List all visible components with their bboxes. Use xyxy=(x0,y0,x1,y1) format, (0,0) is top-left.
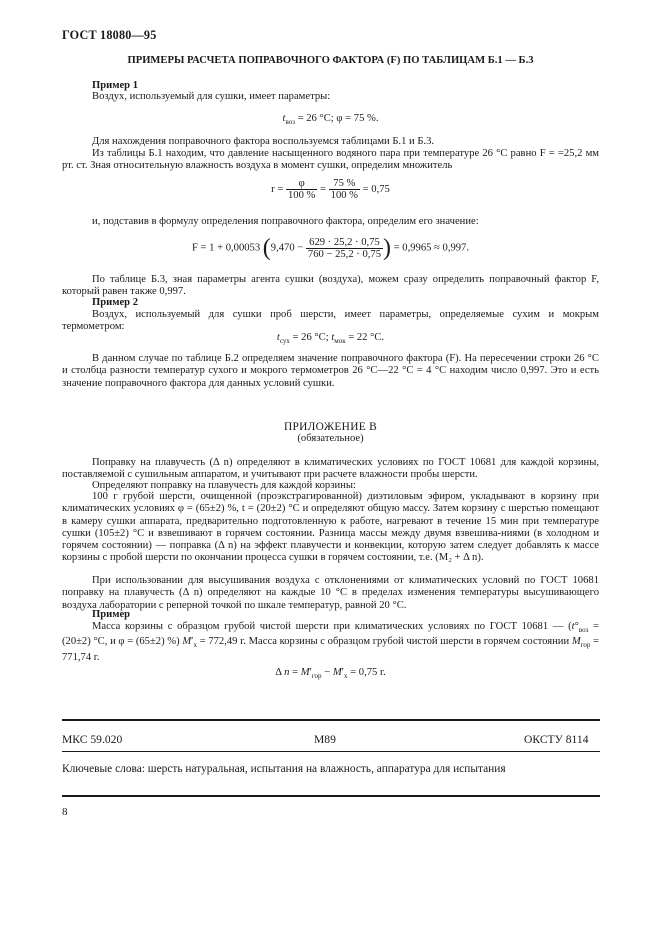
appendix-title: ПРИЛОЖЕНИЕ В xyxy=(283,421,378,433)
footer-bottom-rule xyxy=(62,795,600,797)
example1-p4: По таблице Б.3, зная параметры агента сушки (воздуха), можем сразу определить поправочный фактор F, который равен также 0,997. xyxy=(62,274,599,298)
appendix-p2: Определяют поправку на плавучесть для каждой корзины: xyxy=(92,480,356,491)
example2-p1: В данном случае по таблице Б.2 определяем значение поправочного фактора (F). На пересечении строки 26 °C и столбца разности температур сухого и мокрого термометров 26 °C—22 °C = 4 °C находим число 0,997. Это и есть значение поправочного фактора для данных условий сушки. xyxy=(62,353,599,389)
document-id: ГОСТ 18080—95 xyxy=(62,28,157,42)
page-number: 8 xyxy=(62,806,68,818)
example1-intro: Воздух, используемый для сушки, имеет параметры: xyxy=(92,91,331,102)
example1-p1: Для нахождения поправочного фактора воспользуемся таблицами Б.1 и Б.3. xyxy=(92,136,435,147)
formula-r: r = $\frac{\varphi}{100 \%}$ = $\frac{75 \%}{100 \%}$ = 0,75 xyxy=(271,178,390,201)
example1-heading: Пример 1 xyxy=(92,80,138,91)
appendix-p4: При использовании для высушивания воздуха с отклонениями от климатических условий по ГОСТ 10681 поправку на плавучесть (Δ n) определяют на каждые 10 °C в пределах изменения температуры высушивающего воздуха лаборатории с реперной точкой по шкале температур, равной 20 °C. xyxy=(62,575,599,611)
example2-formula: $t_{сух} = 26$ °C; $t_{мок} = 22$ °C. xyxy=(276,332,385,346)
section-title: ПРИМЕРЫ РАСЧЕТА ПОПРАВОЧНОГО ФАКТОРА (F) ПО ТАБЛИЦАМ Б.1 — Б.3 xyxy=(127,55,534,66)
example1-p2: Из таблицы Б.1 находим, что давление насыщенного водяного пара при температуре 26 °C равно F = =25,2 мм рт. ст. Зная относительную влажность воздуха в момент сушки, определим множитель xyxy=(62,148,599,172)
example2-intro: Воздух, используемый для сушки проб шерсти, имеет параметры, определяемые сухим и мокрым термометром: xyxy=(62,309,599,333)
appendix-subtitle: (обязательное) xyxy=(297,433,364,444)
example1-p3: и, подставив в формулу определения поправочного фактора, определим его значение: xyxy=(92,216,479,227)
appendix-example-heading: Пример xyxy=(92,609,131,620)
example2-heading: Пример 2 xyxy=(92,297,138,308)
footer-okstu: ОКСТУ 8114 xyxy=(524,733,589,746)
footer-keywords: Ключевые слова: шерсть натуральная, испытания на влажность, аппаратура для испытания xyxy=(62,763,506,775)
example1-formula: $t_{воз} = 26$ °C; φ = 75 %. xyxy=(282,113,379,127)
appendix-p1: Поправку на плавучесть (Δ n) определяют в климатических условиях по ГОСТ 10681 для каждой корзины, поставляемой с сушильным аппаратом, и учитывают при расчете влажности пробы шерсти. xyxy=(62,457,599,481)
appendix-p5: Масса корзины с образцом грубой чистой шерсти при климатических условиях по ГОСТ 10681 — ($t^\circ_{воз} = (20\pm 2)$ °C, и φ = (65±2) %) $M'_x = 772,49$ г. Масса корзины с образцом грубой чистой шерсти в горячем состоянии $M_{гор} = 771,74$ г. xyxy=(62,621,600,663)
formula-f: F = 1 + 0,00053 (9,470 − $\frac{629 \cdot 25,2 \cdot 0,75}{760 - 25,2 \cdot 0,75}$ ) = 0,9965 ≈ 0,997. xyxy=(191,235,470,261)
footer-top-rule xyxy=(62,719,600,721)
footer-mid-rule xyxy=(62,751,600,752)
appendix-formula: Δ $n = M'_{гор} - M'_x = 0,75$ г. xyxy=(275,667,386,681)
footer-code: M89 xyxy=(314,733,336,746)
appendix-p3: 100 г грубой шерсти, очищенной (проэкстрагированной) диэтиловым эфиром, укладывают в корзину при климатических условиях φ = (65±2) %, t = (20±2) °C и определяют общую массу. Затем корзину с шерстью помещают в камеру сушки аппарата, предварительно подготовленную к работе, нагревают в течение 15 мин при температуре сушки (105±2) °C и взвешивают в горячем состоянии. Разница массы между двумя взвешива-ниями (в холодном и горячем состоянии) — поправка (Δ n) на эффект плавучести и конвекции, которую затем следует добавлять к массе корзины с пробой шерсти по окончании процесса сушки в горячем состоянии, т.е. (M₂ + Δ n). xyxy=(62,491,599,564)
footer-mks: МКС 59.020 xyxy=(62,733,123,746)
